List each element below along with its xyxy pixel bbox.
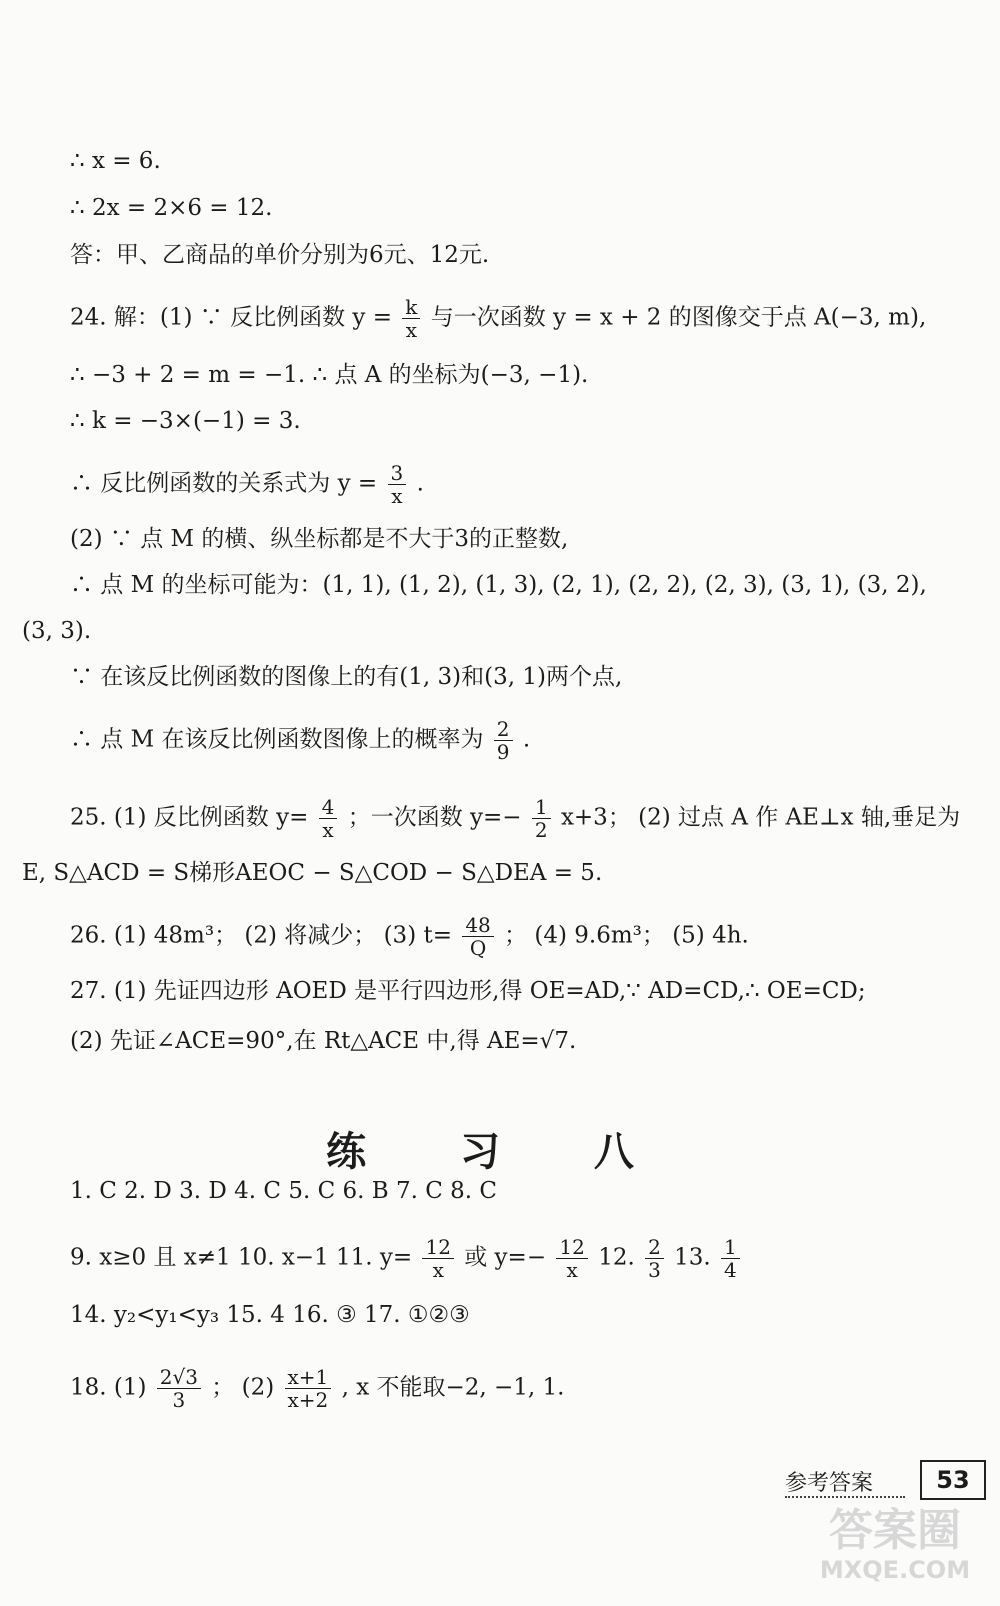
fraction-2root3-over-3: $\frac{2√3}{3}$ <box>157 1366 201 1411</box>
line-2x: ∴ 2x = 2×6 = 12. <box>70 195 273 221</box>
fraction-12-over-x-negative: $\frac{12}{x}$ <box>556 1236 587 1281</box>
section-title: 练 习 八 <box>326 1128 674 1175</box>
fraction-1-over-2: $\frac{1}{2}$ <box>532 796 551 841</box>
footer-label: 参考答案 <box>785 1471 874 1496</box>
line-choices: 1. C 2. D 3. D 4. C 5. C 6. B 7. C 8. C <box>70 1178 497 1204</box>
fraction-x-plus-1-over-x-plus-2: $\frac{x+1}{x+2}$ <box>285 1366 332 1411</box>
fraction-1-over-4: $\frac{1}{4}$ <box>721 1236 740 1281</box>
fraction-3-over-x: $\frac{3}{x}$ <box>388 462 407 507</box>
line-25-area: E, S△ACD = S梯形AEOC − S△COD − S△DEA = 5. <box>22 860 603 886</box>
fraction-4-over-x: $\frac{4}{x}$ <box>319 796 338 841</box>
fraction-48-over-q: $\frac{48}{Q}$ <box>462 914 493 959</box>
fraction-2-over-3: $\frac{2}{3}$ <box>645 1236 664 1281</box>
line-24-probability: ∴ 点 M 在该反比例函数图像上的概率为 $\frac{2}{9}$ . <box>70 717 531 764</box>
line-26: 26. (1) 48m³； (2) 将减少； (3) t= $\frac{48}{Q}$ ； (4) 9.6m³； (5) 4h. <box>70 913 749 960</box>
line-24-relation: ∴ 反比例函数的关系式为 y = $\frac{3}{x}$ . <box>70 461 424 508</box>
line-14-17: 14. y₂<y₁<y₃ 15. 4 16. ③ 17. ①②③ <box>70 1302 470 1328</box>
watermark-logo: 答案圈 MXQE.COM <box>819 1505 971 1584</box>
line-x-equals-6: ∴ x = 6. <box>70 148 161 174</box>
line-24-k: ∴ k = −3×(−1) = 3. <box>70 408 301 434</box>
line-24-part2: (2) ∵ 点 M 的横、纵坐标都是不大于3的正整数, <box>70 526 569 552</box>
line-24-coords: ∴ 点 M 的坐标可能为：(1, 1), (1, 2), (1, 3), (2, 1), (2, 2), (2, 3), (3, 1), (3, 2), <box>70 572 927 598</box>
fraction-k-over-x: $\frac{k}{x}$ <box>402 296 420 341</box>
line-24-m: ∴ −3 + 2 = m = −1. ∴ 点 A 的坐标为(−3, −1). <box>70 362 589 388</box>
line-27-part2: (2) 先证∠ACE=90°,在 Rt△ACE 中,得 AE=√7. <box>70 1028 577 1054</box>
line-24-points: ∵ 在该反比例函数的图像上的有(1, 3)和(3, 1)两个点, <box>70 664 623 690</box>
line-9-13: 9. x≥0 且 x≠1 10. x−1 11. y= $\frac{12}{x}$ 或 y=− $\frac{12}{x}$ 12. $\frac{2}{3}$ 13. $\frac{1}{4}$ <box>70 1236 743 1281</box>
footer-divider <box>785 1496 905 1498</box>
line-18: 18. (1) $\frac{2√3}{3}$ ； (2) $\frac{x+1}{x+2}$ , x 不能取−2, −1, 1. <box>70 1365 565 1412</box>
fraction-2-over-9: $\frac{2}{9}$ <box>494 718 513 763</box>
line-27-part1: 27. (1) 先证四边形 AOED 是平行四边形,得 OE=AD,∵ AD=CD,∴ OE=CD; <box>70 978 866 1004</box>
page-number: 53 <box>920 1460 986 1500</box>
line-24-coords-cont: (3, 3). <box>22 618 92 644</box>
line-25: 25. (1) 反比例函数 y= $\frac{4}{x}$ ；一次函数 y=− $\frac{1}{2}$ x+3； (2) 过点 A 作 AE⊥x 轴,垂足为 <box>70 795 961 842</box>
line-answer-23: 答：甲、乙商品的单价分别为6元、12元. <box>70 242 490 268</box>
fraction-12-over-x: $\frac{12}{x}$ <box>422 1236 453 1281</box>
line-24-intro: 24. 解：(1) ∵ 反比例函数 y = $\frac{k}{x}$ 与一次函数 y = x + 2 的图像交于点 A(−3, m), <box>70 295 927 342</box>
